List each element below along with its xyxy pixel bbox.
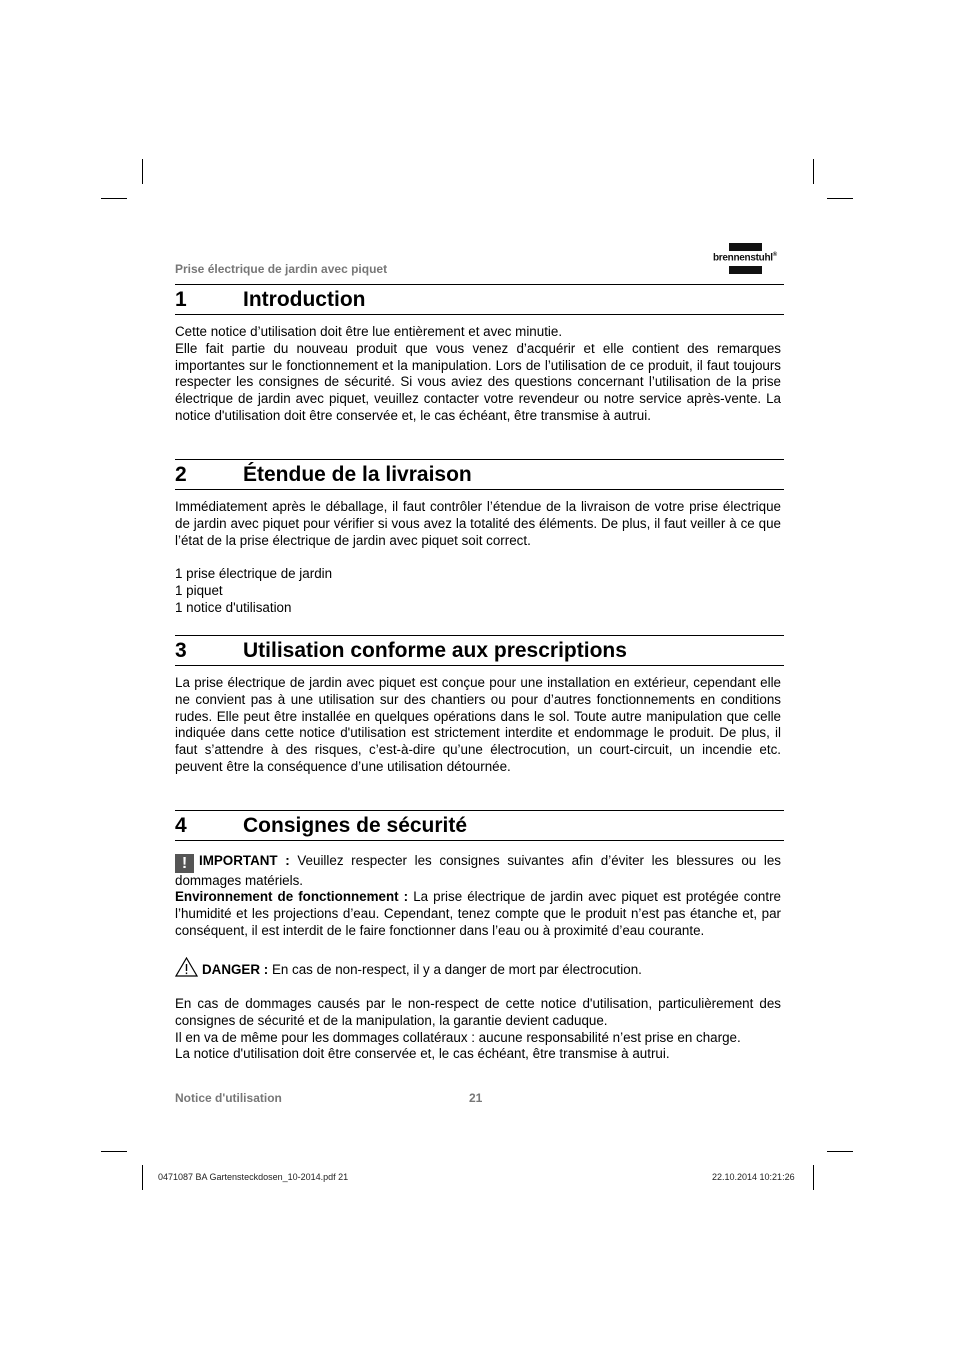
paragraph: La prise électrique de jardin avec piquet est conçue pour une installation en extérieur, cependant elle ne convient pas à une utilisation sur des chantiers ou pour d’autres fonctionnements en conditions rudes. Elle peut être installée en quelques opérations dans le sol. Toute autre manipulation que celle indiquée dans cette notice d'utilisation est strictement interdite et endommage le produit. De plus, il faut s’attendre à des risques, c’est-à-dire qu’une électrocution, un court-circuit, un incendie etc. peuvent être la conséquence d’une utilisation détournée. xyxy=(175,675,781,774)
section-number: 4 xyxy=(175,814,187,837)
crop-mark xyxy=(101,198,127,199)
section-body xyxy=(175,324,781,425)
important-label: IMPORTANT : xyxy=(199,853,290,868)
paragraph: Immédiatement après le déballage, il faut contrôler l’étendue de la livraison de votre prise électrique de jardin avec piquet pour vérifier si vous avez la totalité des éléments. De plus, il faut veiller à ce que l’état de la prise électrique de jardin avec piquet soit correct. xyxy=(175,499,781,548)
print-slug-timestamp: 22.10.2014 10:21:26 xyxy=(712,1172,795,1182)
paragraph: En cas de dommages causés par le non-respect de cette notice d'utilisation, particulièrement des consignes de sécurité et de la manipulation, la garantie devient caduque. xyxy=(175,996,781,1028)
section-number: 3 xyxy=(175,639,187,662)
logo-wordmark: brennenstuhl® xyxy=(713,252,777,264)
list-item: 1 piquet xyxy=(175,582,223,598)
section-heading-safety xyxy=(175,810,784,841)
section-heading-introduction xyxy=(175,284,784,315)
delivery-list xyxy=(175,566,781,616)
important-notice xyxy=(175,853,781,890)
list-item: 1 prise électrique de jardin xyxy=(175,566,333,581)
paragraph: Il en va de même pour les dommages collatéraux : aucune responsabilité n’est prise en charge. xyxy=(175,1029,741,1045)
crop-mark xyxy=(142,159,143,184)
crop-mark xyxy=(101,1151,127,1152)
list-item: 1 notice d'utilisation xyxy=(175,599,292,615)
crop-mark xyxy=(813,1165,814,1190)
crop-mark xyxy=(827,1151,853,1152)
logo-bar-top xyxy=(729,243,762,251)
exclamation-box-icon: ! xyxy=(175,854,194,873)
brand-logo xyxy=(712,243,784,277)
paragraph: Cette notice d’utilisation doit être lue entièrement et avec minutie. xyxy=(175,324,563,339)
environment-text: La prise électrique de jardin avec piquet est protégée contre l’humidité et les projections d’eau. Cependant, tenez compte que le produit n’est pas étanche et, par conséquent, il est interdit de le faire fonctionner dans l’eau ou à proximité d’eau courante. xyxy=(175,889,781,938)
danger-label: DANGER : xyxy=(202,962,269,977)
environment-notice xyxy=(175,889,781,939)
print-slug-file: 0471087 BA Gartensteckdosen_10-2014.pdf 21 xyxy=(158,1172,349,1182)
important-text: Veuillez respecter les consignes suivantes afin d’éviter les blessures ou les dommages matériels. xyxy=(175,853,782,888)
closing-notes xyxy=(175,996,781,1063)
page-number: 21 xyxy=(469,1091,483,1105)
danger-text: En cas de non-respect, il y a danger de mort par électrocution. xyxy=(268,962,642,977)
section-body xyxy=(175,675,781,776)
section-title: Consignes de sécurité xyxy=(243,814,468,837)
environment-label: Environnement de fonctionnement : xyxy=(175,889,409,904)
section-heading-delivery xyxy=(175,459,784,490)
paragraph: La notice d'utilisation doit être conservée et, le cas échéant, être transmise à autrui. xyxy=(175,1046,670,1062)
section-heading-intended-use xyxy=(175,635,784,666)
crop-mark xyxy=(813,159,814,184)
section-body xyxy=(175,499,781,549)
section-title: Introduction xyxy=(243,288,366,311)
logo-bar-bottom xyxy=(729,266,762,274)
danger-notice xyxy=(175,957,781,979)
paragraph: Elle fait partie du nouveau produit que vous venez d’acquérir et elle contient des remarques importantes sur le fonctionnement et la manipulation. Lors de l’utilisation de ce produit, il faut toujours respecter les consignes de sécurité. Si vous aviez des questions concernant l’utilisation de la prise électrique de jardin avec piquet, veuillez contacter votre revendeur ou notre service après-vente. La notice d'utilisation doit être conservée et, le cas échéant, être transmise à autrui. xyxy=(175,340,781,423)
crop-mark xyxy=(142,1165,143,1190)
crop-mark xyxy=(827,198,853,199)
section-number: 1 xyxy=(175,288,187,311)
section-title: Utilisation conforme aux prescriptions xyxy=(243,639,627,662)
footer-label: Notice d'utilisation xyxy=(175,1091,282,1105)
running-header: Prise électrique de jardin avec piquet xyxy=(175,262,388,276)
section-number: 2 xyxy=(175,463,187,486)
section-title: Étendue de la livraison xyxy=(243,463,472,486)
warning-triangle-icon xyxy=(175,957,198,977)
